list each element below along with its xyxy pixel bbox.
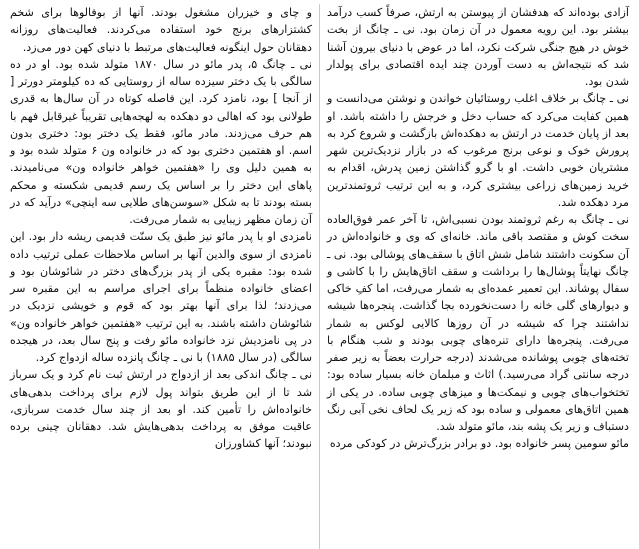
column-divider bbox=[316, 4, 323, 549]
paragraph: نی ـ چانگ بر خلاف اغلب روستائیان خواندن و نوشتن می‌دانست و همین کفایت می‌کرد که حساب دخل و خرجش را داشته باشد. او بعد از پایان خدمت در ارتش به دهکده‌اش بازگشت و شروع کرد به پرورش خوک و نوعی برنج مرغوب که در بازار نزدیک‌ترین شهر مشتریان خوبی داشت. او با گرو گذاشتن زمین پدرش، اقدام به خرید زمین‌های زراعی بیشتری کرد، و به این ترتیب ثروتمندترین مرد دهکده شد. bbox=[327, 92, 629, 209]
paragraph: و چای و خیزران مشغول بودند. آنها از بوفالوها برای شخم کشتزارهای برنج خود استفاده می‌کردند. فعالیت‌های روزانه دهقانان حول اینگونه فعالیت‌های مرتبط با دنیای کهن دور می‌زد. bbox=[10, 6, 312, 54]
paragraph: نی ـ چانگ به رغم ثروتمند بودن نسبی‌اش، تا آخر عمر فوق‌العاده سخت کوش و مقتصد باقی ماند. خانه‌ای که وی و خانواده‌اش در آن سکونت داشتند شامل شش اتاق با سقف‌های پوشالی بود. نی ـ چانگ نهایتاً پوشال‌ها را برداشت و سقف اتاق‌هایش را با کاشی و سفال پوشاند. این تعمیر عمده‌ای به شمار می‌رفت، اما کفِ خاکی و دیوارهای گلی خانه را دست‌نخورده بجا گذاشت. پنجره‌ها شیشه نداشتند چرا که شیشه در آن روزها کالایی لوکس به شمار می‌رفت. پنجره‌ها دارای تنره‌های چوبی بودند و شب هنگام با تخته‌های چوبی پوشانده می‌شدند (درجه حرارت بعضاً به زیر صفر درجه سانتی گراد می‌رسید.) اثاث و مبلمان خانه بسیار ساده بود: تختخواب‌های چوبی و نیمکت‌ها و میزهای چوبی ساده. در یکی از همین اتاق‌های معمولی و ساده بود که زیر یک لحاف نخی آبی رنگ دستباف و زیر یک پشه بند، مائو متولد شد. bbox=[327, 213, 629, 433]
divider-rule bbox=[319, 4, 320, 549]
paragraph: نامزدی او با پدر مائو نیز طبق یک سنّت قدیمی ریشه دار بود. این نامزدی از سوی والدین آنها بر اساس ملاحظات عملی ترتیب داده شده بود: مقبره یکی از پدر بزرگ‌های دختر در شائوشان بود و اعضای خانواده منظماً برای اجرای مراسم به این مقبره سر می‌زدند؛ لذا برای آنها بهتر بود که قوم و خویشی نزدیک در شائوشان داشته باشند. به این ترتیب «هفتمین خواهر خانواده ون» در پی نامزدیش نزد خانواده مائو رفت و پنج سال بعد، در هیجده سالگی (در سال ۱۸۸۵) با نی ـ چانگ پانزده ساله ازدواج کرد. bbox=[10, 230, 312, 364]
paragraph: نی ـ چانگ ۵، پدر مائو در سال ۱۸۷۰ متولد شده بود. او در ده سالگی با یک دختر سیزده ساله از روستایی که ده کیلومتر دورتر [ از آنجا ] بود، نامزد کرد. این فاصله کوتاه در آن سال‌ها به قدری طولانی بود که اهالی دو دهکده به لهجه‌هایی تقریباً غیرقابل فهم با هم حرف می‌زدند. مادر مائو، فقط یک دختر بود: دختری بدون اسم. او هفتمین دختری بود که در خانواده ون ۶ متولد شده بود و به همین دلیل وی را «هفتمین خواهر خانواده ون» می‌نامیدند. پاهای این دختر را بر اساس یک رسم قدیمی شکسته و محکم بسته بودند تا به شکل «سوسن‌های طلایی سه اینچی» درآید که در آن زمان مظهر زیبایی به شمار می‌رفت. bbox=[10, 57, 312, 226]
paragraph: نی ـ چانگ اندکی بعد از ازدواج در ارتش ثبت نام کرد و یک سرباز شد تا از این طریق بتواند پول لازم برای پرداخت بدهی‌های خانواده‌اش را تأمین کند. او بعد از چند سال خدمت سربازی، عاقبت موفق به پرداخت بدهی‌هایش شد. دهقانان چینی برده نبودند؛ آنها کشاورزان bbox=[10, 368, 312, 451]
text-column-right bbox=[323, 4, 635, 549]
paragraph: مائو سومین پسر خانواده بود. دو برادر بزرگ‌ترش در کودکی مرده bbox=[329, 437, 629, 451]
text-column-left bbox=[4, 4, 316, 549]
paragraph: آزادی بوده‌اند که هدفشان از پیوستن به ارتش، صرفاً کسب درآمد بیشتر بود. این رویه معمول در آن زمان بود. نی ـ چانگ از بخت خوش در هیچ جنگی شرکت نکرد، اما در عوض با دنیای بیرون آشنا شد که نتیجه‌اش به دست آوردن چند ایده اقتصادی برای پولدار شدن بود. bbox=[327, 6, 629, 88]
